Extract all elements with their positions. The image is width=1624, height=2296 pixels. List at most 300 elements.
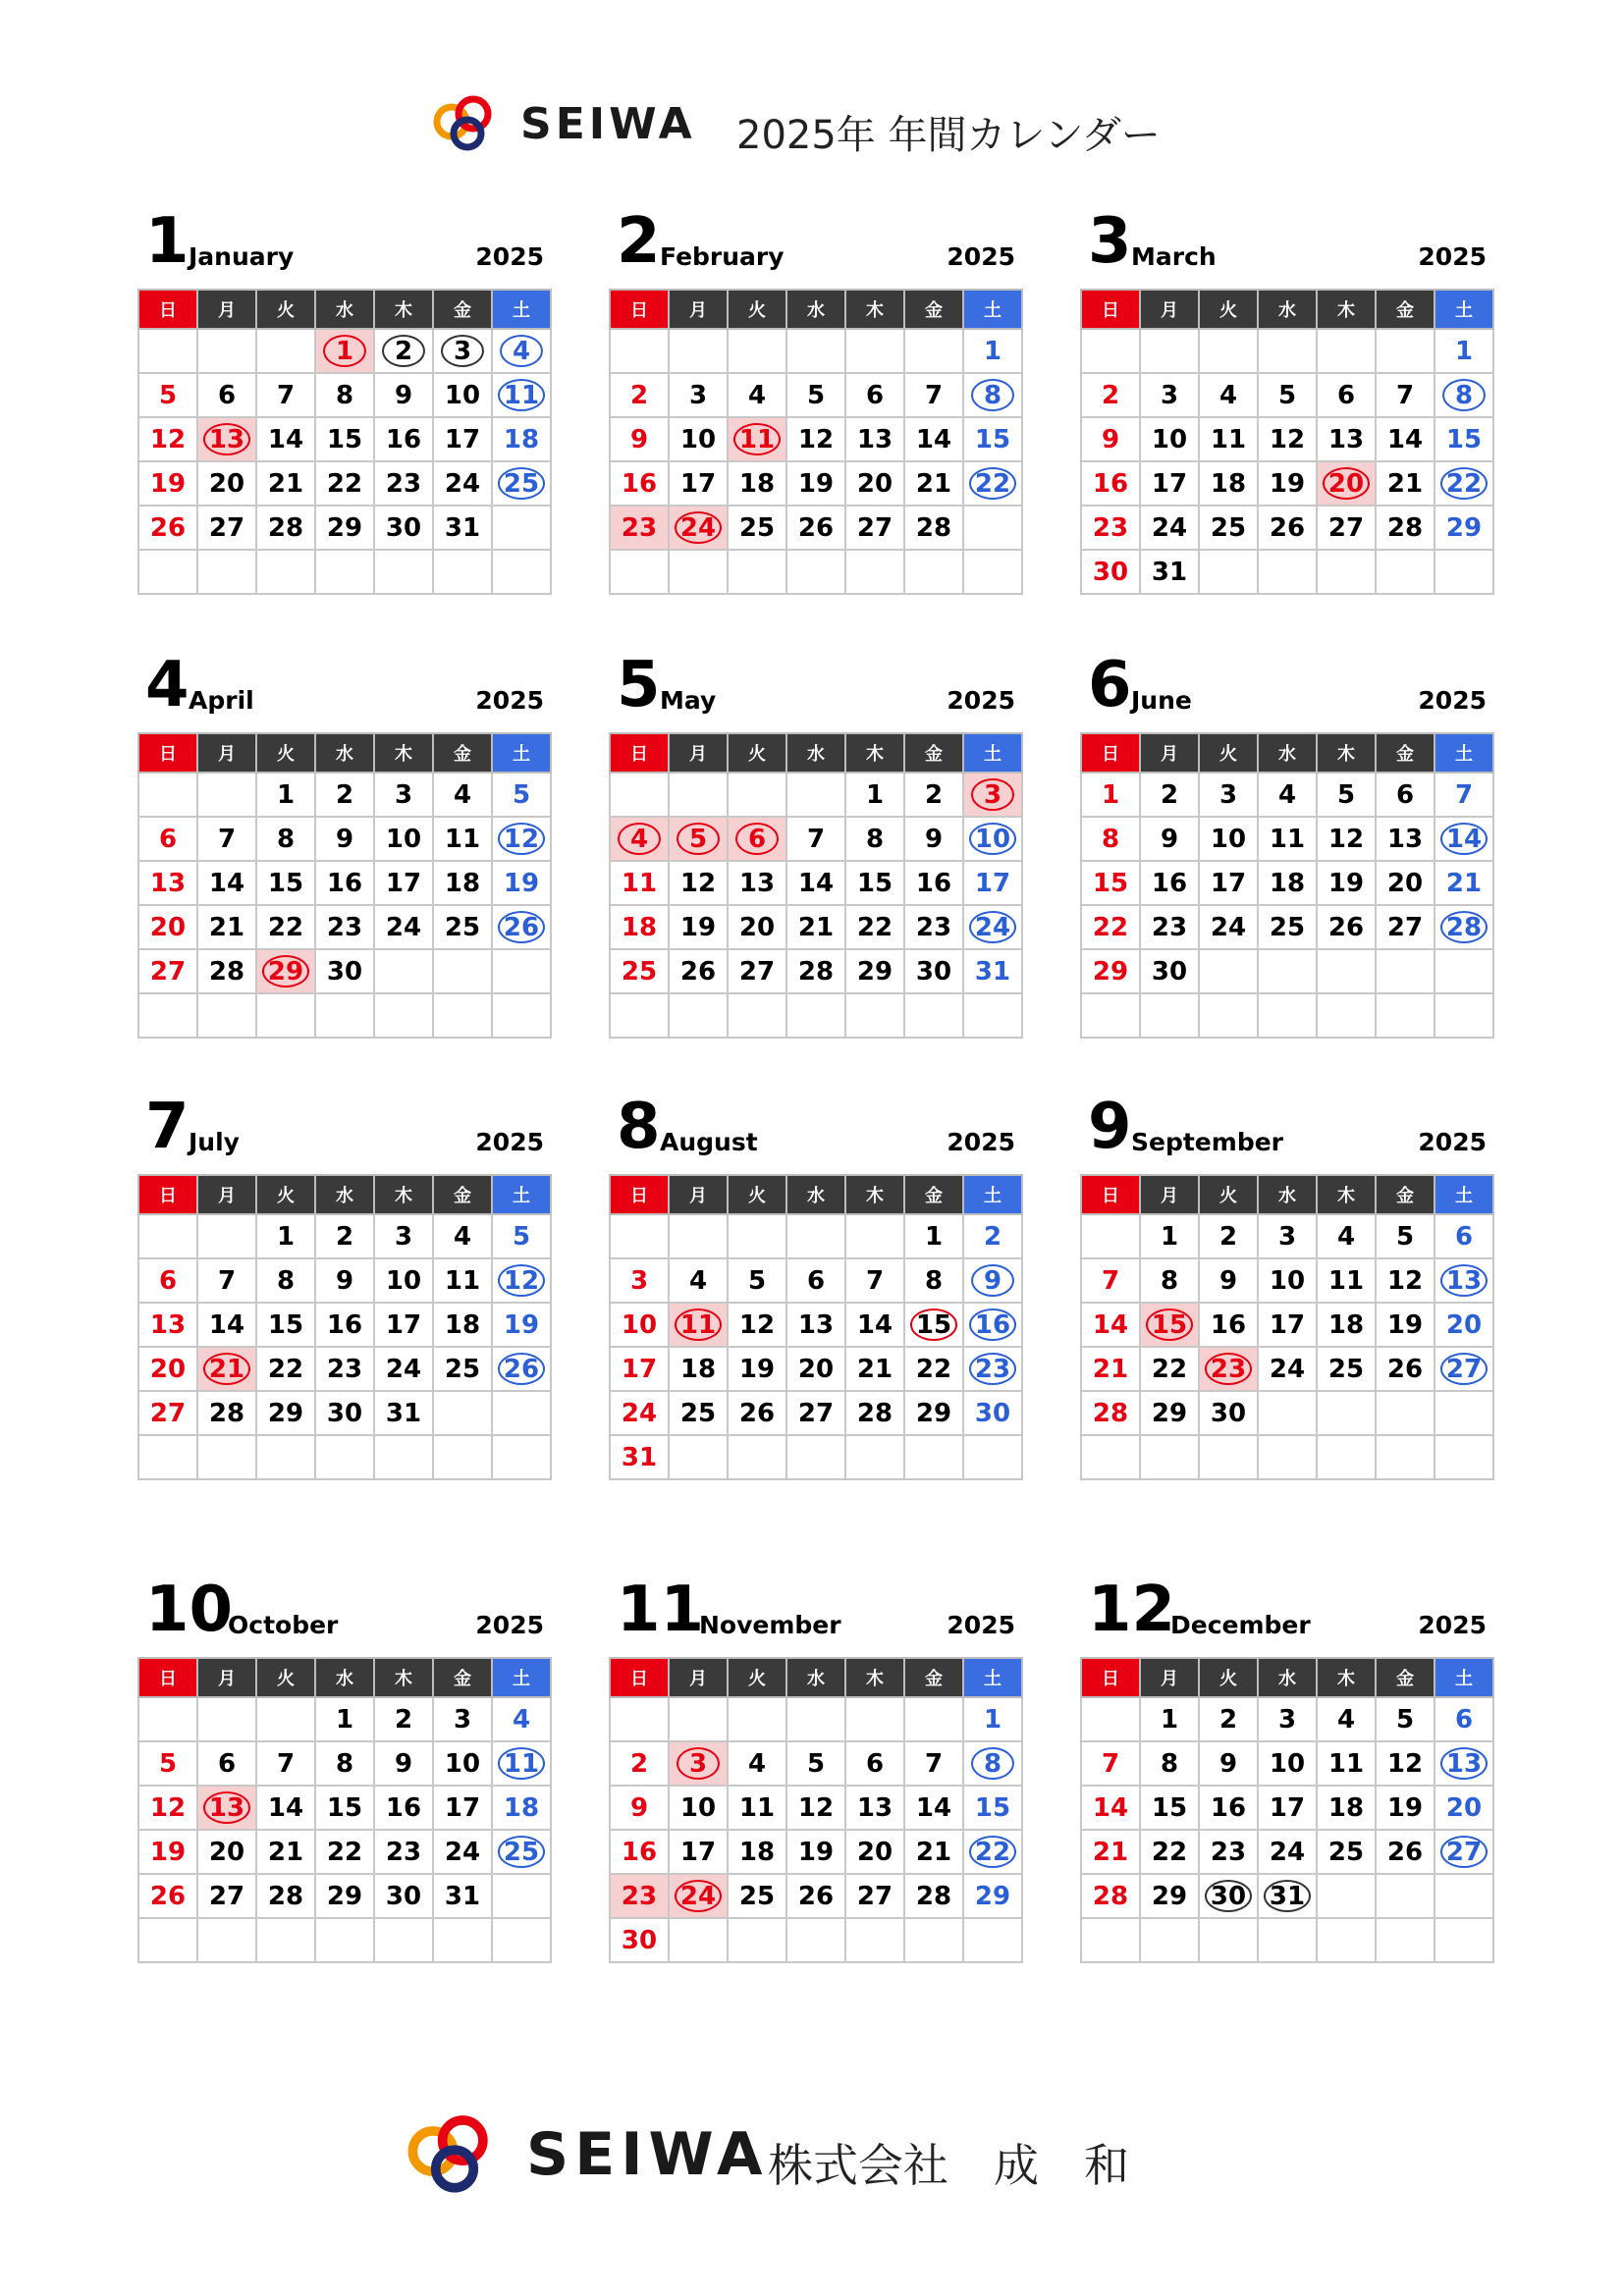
day-number: 28: [915, 512, 952, 543]
day-cell: [904, 949, 963, 993]
month-august: [609, 1082, 1023, 1480]
month-header: [1080, 640, 1494, 721]
day-number: 12: [797, 1792, 835, 1823]
day-cell: [669, 417, 728, 461]
day-number: 2: [335, 1221, 354, 1252]
day-cell: [1258, 1697, 1317, 1741]
empty-cell: [1140, 329, 1199, 373]
page-title: 2025年 年間カレンダー: [736, 113, 1161, 158]
day-cell: [963, 1830, 1022, 1874]
day-number: 5: [1395, 1221, 1415, 1252]
logo-wordmark: SEIWA: [526, 2120, 769, 2189]
weekday-header: 水: [786, 733, 845, 773]
weekday-header: 月: [669, 1658, 728, 1697]
empty-cell: [1435, 550, 1493, 594]
day-cell: [610, 1786, 669, 1830]
day-cell: [374, 1391, 433, 1435]
day-number: 27: [1327, 512, 1365, 543]
empty-cell: [845, 329, 904, 373]
weekday-header: 土: [1435, 290, 1493, 329]
day-number: 1: [276, 1221, 296, 1252]
header: [0, 94, 1624, 165]
day-number: 17: [621, 1354, 658, 1384]
day-cell: [1317, 1303, 1376, 1347]
day-number: 26: [797, 512, 835, 543]
day-cell: [138, 817, 197, 861]
day-number: 27: [149, 1398, 187, 1428]
month-name: February: [660, 242, 785, 271]
day-number: 10: [444, 380, 481, 410]
weekday-header: 木: [1317, 1658, 1376, 1697]
empty-cell: [610, 550, 669, 594]
empty-cell: [492, 949, 551, 993]
day-number: 17: [679, 468, 717, 499]
day-number: 22: [326, 1837, 363, 1867]
day-number: 31: [974, 956, 1011, 987]
day-number: 27: [208, 1881, 245, 1911]
day-number: 14: [797, 868, 835, 898]
empty-cell: [374, 1918, 433, 1962]
empty-cell: [492, 1874, 551, 1918]
day-number: 11: [1210, 424, 1247, 454]
day-number: 10: [1151, 424, 1188, 454]
day-number: 12: [738, 1309, 776, 1340]
day-number: 27: [797, 1398, 835, 1428]
day-cell: [1258, 506, 1317, 550]
day-number: 21: [856, 1354, 893, 1384]
day-number: 15: [1445, 424, 1483, 454]
day-cell: [786, 1303, 845, 1347]
day-number: 16: [915, 868, 952, 898]
weekday-header: 日: [610, 290, 669, 329]
empty-cell: [374, 1435, 433, 1479]
empty-cell: [1376, 1874, 1435, 1918]
day-cell: [256, 1303, 315, 1347]
weekday-header: 木: [1317, 733, 1376, 773]
day-cell: [433, 506, 492, 550]
month-name: April: [189, 686, 254, 715]
weekday-header: 金: [1376, 1658, 1435, 1697]
day-cell: [315, 1391, 374, 1435]
day-cell: [963, 1874, 1022, 1918]
day-number: 9: [1101, 424, 1120, 454]
weekday-header: 水: [315, 290, 374, 329]
day-number: 17: [444, 1792, 481, 1823]
day-cell: [374, 1258, 433, 1303]
day-cell: [256, 373, 315, 417]
day-cell: [963, 949, 1022, 993]
day-number: 24: [1269, 1354, 1306, 1384]
day-cell: [374, 817, 433, 861]
day-number: 28: [267, 1881, 304, 1911]
day-cell: [845, 1741, 904, 1786]
day-cell: [1376, 861, 1435, 905]
empty-cell: [845, 993, 904, 1038]
day-cell: [1317, 1697, 1376, 1741]
day-cell: [1376, 1347, 1435, 1391]
weekday-header: 月: [197, 1175, 256, 1214]
day-number: 19: [797, 468, 835, 499]
day-number: 17: [385, 1309, 422, 1340]
month-table: [1080, 289, 1494, 595]
day-number: 31: [444, 512, 481, 543]
day-number: 14: [915, 1792, 952, 1823]
day-number: 30: [621, 1925, 658, 1955]
day-number: 15: [974, 1792, 1011, 1823]
empty-cell: [1258, 1435, 1317, 1479]
day-number: 10: [679, 424, 717, 454]
day-number: 13: [203, 1791, 250, 1824]
day-cell: [728, 1874, 786, 1918]
day-cell: [1140, 905, 1199, 949]
weekday-header: 木: [374, 1658, 433, 1697]
day-cell: [256, 1786, 315, 1830]
day-number: 7: [924, 380, 944, 410]
day-cell: [492, 461, 551, 506]
day-number: 28: [1386, 512, 1424, 543]
month-name: July: [189, 1128, 240, 1156]
day-number: 18: [1210, 468, 1247, 499]
day-number: 9: [335, 824, 354, 854]
day-cell: [845, 417, 904, 461]
empty-cell: [256, 329, 315, 373]
weekday-header: 金: [433, 290, 492, 329]
day-cell: [1317, 1214, 1376, 1258]
empty-cell: [138, 329, 197, 373]
day-cell: [845, 1258, 904, 1303]
day-number: 24: [385, 912, 422, 942]
day-number: 11: [733, 423, 781, 455]
day-cell: [728, 949, 786, 993]
empty-cell: [610, 1697, 669, 1741]
empty-cell: [669, 1214, 728, 1258]
weekday-header: 木: [374, 733, 433, 773]
empty-cell: [610, 773, 669, 817]
empty-cell: [492, 550, 551, 594]
weekday-header: 金: [433, 1658, 492, 1697]
day-cell: [963, 1391, 1022, 1435]
day-number: 30: [326, 1398, 363, 1428]
day-cell: [1258, 1741, 1317, 1786]
day-number: 9: [1160, 824, 1179, 854]
day-cell: [256, 1214, 315, 1258]
day-number: 28: [208, 956, 245, 987]
day-number: 22: [969, 467, 1016, 500]
month-number: 12: [1088, 1574, 1176, 1646]
weekday-header: 金: [433, 733, 492, 773]
empty-cell: [1317, 993, 1376, 1038]
day-cell: [1199, 1347, 1258, 1391]
day-number: 21: [1445, 868, 1483, 898]
day-cell: [138, 1347, 197, 1391]
day-number: 23: [385, 1837, 422, 1867]
day-cell: [197, 861, 256, 905]
day-cell: [1199, 417, 1258, 461]
day-cell: [786, 461, 845, 506]
day-cell: [138, 1874, 197, 1918]
empty-cell: [1376, 1918, 1435, 1962]
day-cell: [256, 461, 315, 506]
day-number: 20: [738, 912, 776, 942]
day-cell: [433, 905, 492, 949]
day-cell: [315, 1697, 374, 1741]
day-number: 23: [621, 1881, 658, 1911]
day-cell: [374, 1786, 433, 1830]
weekday-header: 火: [1199, 733, 1258, 773]
day-cell: [1081, 817, 1140, 861]
day-number: 7: [1395, 380, 1415, 410]
day-number: 3: [971, 778, 1014, 811]
day-cell: [315, 506, 374, 550]
seiwa-rings-icon: [428, 94, 507, 153]
weekday-header: 火: [728, 290, 786, 329]
day-cell: [197, 506, 256, 550]
day-cell: [963, 861, 1022, 905]
day-number: 18: [738, 1837, 776, 1867]
day-number: 29: [974, 1881, 1011, 1911]
weekday-header: 火: [256, 1175, 315, 1214]
day-number: 4: [453, 1221, 472, 1252]
day-number: 3: [394, 1221, 413, 1252]
day-number: 23: [1205, 1353, 1252, 1385]
day-number: 15: [267, 868, 304, 898]
day-number: 16: [1151, 868, 1188, 898]
day-number: 21: [915, 1837, 952, 1867]
day-cell: [1376, 417, 1435, 461]
day-cell: [728, 1258, 786, 1303]
month-table: [137, 732, 552, 1039]
day-number: 26: [1327, 912, 1365, 942]
day-number: 1: [865, 779, 885, 810]
empty-cell: [1317, 949, 1376, 993]
day-number: 16: [1210, 1309, 1247, 1340]
day-cell: [610, 1874, 669, 1918]
weekday-header: 日: [1081, 290, 1140, 329]
day-cell: [904, 1214, 963, 1258]
empty-cell: [197, 1435, 256, 1479]
day-cell: [1140, 1697, 1199, 1741]
day-number: 25: [444, 912, 481, 942]
day-cell: [197, 1786, 256, 1830]
day-cell: [1376, 373, 1435, 417]
weekday-header: 日: [138, 1175, 197, 1214]
weekday-header: 金: [1376, 290, 1435, 329]
day-number: 9: [971, 1264, 1014, 1297]
day-number: 26: [797, 1881, 835, 1911]
day-cell: [669, 1830, 728, 1874]
day-cell: [845, 1830, 904, 1874]
weekday-header: 火: [728, 1175, 786, 1214]
weekday-header: 土: [492, 1658, 551, 1697]
day-number: 23: [621, 512, 658, 543]
day-number: 19: [149, 1837, 187, 1867]
day-cell: [1081, 1391, 1140, 1435]
empty-cell: [845, 1918, 904, 1962]
day-number: 21: [203, 1353, 250, 1385]
day-cell: [728, 1786, 786, 1830]
day-cell: [315, 817, 374, 861]
weekday-header: 水: [786, 290, 845, 329]
empty-cell: [197, 329, 256, 373]
day-number: 12: [1386, 1748, 1424, 1779]
day-cell: [1258, 417, 1317, 461]
day-cell: [963, 373, 1022, 417]
day-number: 12: [797, 424, 835, 454]
day-cell: [315, 1214, 374, 1258]
month-number: 10: [145, 1574, 234, 1646]
day-number: 20: [208, 1837, 245, 1867]
empty-cell: [1435, 993, 1493, 1038]
day-cell: [845, 373, 904, 417]
day-cell: [433, 1697, 492, 1741]
weekday-header: 月: [197, 290, 256, 329]
footer: [0, 2110, 1624, 2209]
day-number: 24: [444, 1837, 481, 1867]
month-february: [609, 196, 1023, 595]
day-number: 7: [865, 1265, 885, 1296]
empty-cell: [904, 1697, 963, 1741]
day-cell: [669, 1391, 728, 1435]
empty-cell: [1199, 1918, 1258, 1962]
month-april: [137, 640, 552, 1039]
day-cell: [610, 417, 669, 461]
day-number: 23: [1151, 912, 1188, 942]
day-number: 21: [1386, 468, 1424, 499]
empty-cell: [786, 329, 845, 373]
day-number: 11: [621, 868, 658, 898]
weekday-header: 土: [492, 290, 551, 329]
empty-cell: [374, 949, 433, 993]
seiwa-rings-icon: [401, 2110, 509, 2199]
day-number: 11: [738, 1792, 776, 1823]
day-cell: [1081, 1347, 1140, 1391]
empty-cell: [728, 773, 786, 817]
day-number: 7: [1454, 779, 1474, 810]
day-number: 14: [1092, 1309, 1129, 1340]
day-cell: [492, 373, 551, 417]
day-cell: [1376, 1214, 1435, 1258]
day-cell: [138, 1303, 197, 1347]
day-cell: [1081, 773, 1140, 817]
empty-cell: [433, 1918, 492, 1962]
day-number: 22: [969, 1836, 1016, 1868]
weekday-header: 金: [1376, 1175, 1435, 1214]
empty-cell: [374, 993, 433, 1038]
day-number: 7: [217, 1265, 237, 1296]
weekday-header: 金: [1376, 733, 1435, 773]
empty-cell: [728, 1918, 786, 1962]
weekday-header: 木: [845, 1175, 904, 1214]
day-number: 4: [1218, 380, 1238, 410]
day-cell: [1435, 1258, 1493, 1303]
month-table: [137, 289, 552, 595]
day-number: 3: [1218, 779, 1238, 810]
day-number: 8: [971, 1747, 1014, 1780]
day-number: 8: [1160, 1265, 1179, 1296]
month-header: [609, 1565, 1023, 1646]
day-cell: [1435, 1786, 1493, 1830]
day-number: 9: [629, 424, 649, 454]
day-number: 5: [806, 1748, 826, 1779]
weekday-header: 火: [1199, 1658, 1258, 1697]
day-cell: [904, 1786, 963, 1830]
day-cell: [963, 1214, 1022, 1258]
day-cell: [1376, 1303, 1435, 1347]
empty-cell: [315, 550, 374, 594]
empty-cell: [1081, 329, 1140, 373]
day-number: 18: [738, 468, 776, 499]
day-number: 21: [208, 912, 245, 942]
day-number: 1: [983, 336, 1002, 366]
day-number: 2: [924, 779, 944, 810]
empty-cell: [492, 1435, 551, 1479]
day-cell: [1435, 461, 1493, 506]
empty-cell: [1140, 1918, 1199, 1962]
day-number: 18: [444, 1309, 481, 1340]
empty-cell: [374, 550, 433, 594]
day-cell: [374, 506, 433, 550]
day-cell: [433, 1303, 492, 1347]
day-cell: [492, 1214, 551, 1258]
day-number: 10: [385, 824, 422, 854]
day-number: 21: [797, 912, 835, 942]
day-cell: [1435, 773, 1493, 817]
day-number: 18: [503, 1792, 540, 1823]
day-number: 25: [498, 1836, 545, 1868]
empty-cell: [433, 993, 492, 1038]
day-number: 13: [1386, 824, 1424, 854]
day-number: 29: [1151, 1398, 1188, 1428]
day-cell: [845, 773, 904, 817]
day-number: 20: [1445, 1309, 1483, 1340]
day-cell: [728, 905, 786, 949]
day-cell: [963, 1786, 1022, 1830]
day-cell: [138, 373, 197, 417]
day-number: 24: [385, 1354, 422, 1384]
day-number: 28: [1092, 1398, 1129, 1428]
day-number: 28: [915, 1881, 952, 1911]
day-number: 13: [856, 424, 893, 454]
empty-cell: [728, 1697, 786, 1741]
day-number: 8: [971, 379, 1014, 411]
day-cell: [1140, 1874, 1199, 1918]
day-cell: [1435, 1697, 1493, 1741]
weekday-header: 木: [374, 1175, 433, 1214]
day-cell: [256, 1391, 315, 1435]
day-number: 6: [865, 1748, 885, 1779]
weekday-header: 水: [315, 733, 374, 773]
day-cell: [963, 329, 1022, 373]
day-cell: [1258, 1786, 1317, 1830]
day-cell: [963, 1347, 1022, 1391]
empty-cell: [197, 993, 256, 1038]
day-number: 20: [149, 1354, 187, 1384]
day-cell: [904, 461, 963, 506]
day-number: 5: [1277, 380, 1297, 410]
day-number: 12: [149, 424, 187, 454]
day-cell: [904, 1741, 963, 1786]
empty-cell: [433, 1391, 492, 1435]
day-number: 21: [1092, 1354, 1129, 1384]
day-number: 2: [394, 1704, 413, 1735]
day-cell: [492, 905, 551, 949]
day-cell: [669, 1303, 728, 1347]
day-number: 25: [444, 1354, 481, 1384]
empty-cell: [492, 1391, 551, 1435]
day-cell: [1140, 949, 1199, 993]
day-cell: [197, 1391, 256, 1435]
day-number: 13: [1327, 424, 1365, 454]
